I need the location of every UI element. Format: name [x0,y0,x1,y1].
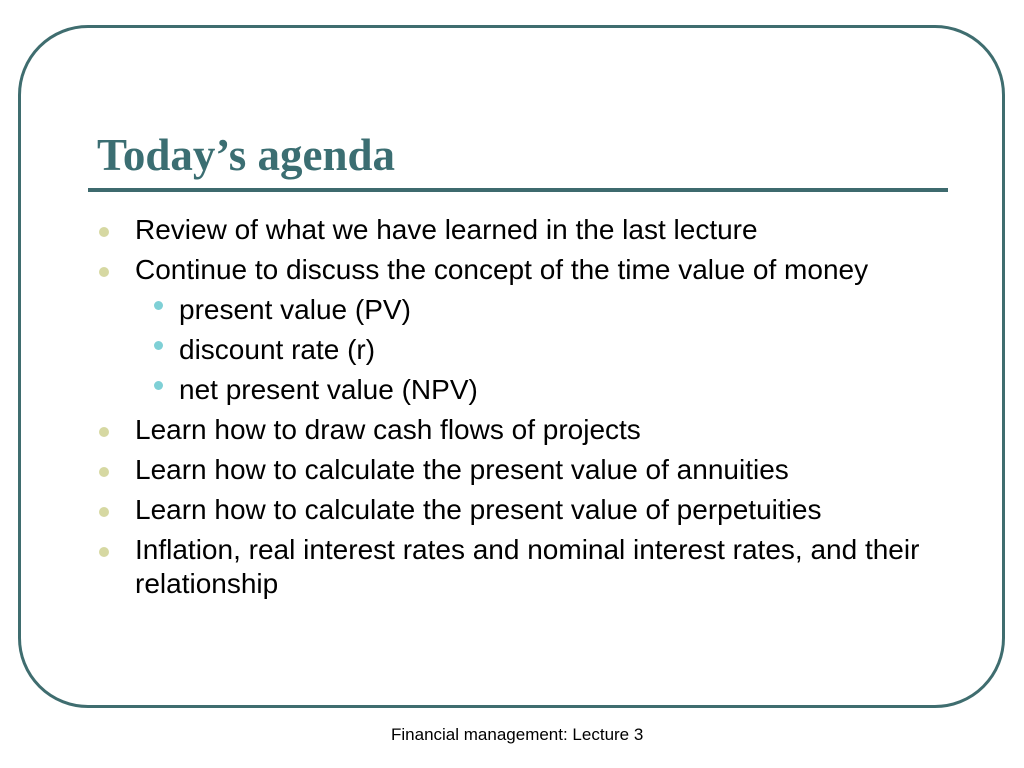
agenda-item-text: Learn how to calculate the present value of annuities [135,454,789,485]
agenda-subitem-discount-rate [0,333,1024,367]
agenda-item-text: Learn how to draw cash flows of projects [135,414,641,445]
bullet-icon [99,427,109,437]
bullet-icon [99,227,109,237]
agenda-subitem-text: present value (PV) [179,294,411,325]
agenda-list [0,213,1024,607]
title-divider [88,188,948,192]
sub-bullet-icon [154,301,163,310]
agenda-item-time-value [0,253,1024,287]
agenda-subitem-text: discount rate (r) [179,334,376,365]
sub-bullet-icon [154,381,163,390]
agenda-item-text: Review of what we have learned in the last lecture [135,214,758,245]
bullet-icon [99,267,109,277]
agenda-item-annuities [0,453,1024,487]
agenda-item-perpetuities [0,493,1024,527]
agenda-item-review [0,213,1024,247]
sub-bullet-icon [154,341,163,350]
agenda-item-text: Continue to discuss the concept of the time value of money [135,254,869,285]
agenda-item-text: Inflation, real interest rates and nominal interest rates, and their relationship [135,534,920,599]
agenda-item-text: Learn how to calculate the present value of perpetuities [135,494,822,525]
agenda-subitem-pv [0,293,1024,327]
agenda-subitem-text: net present value (NPV) [179,374,478,405]
slide-title: Today’s agenda [97,130,396,180]
slide-footer: Financial management: Lecture 3 [391,725,644,744]
bullet-icon [99,547,109,557]
bullet-icon [99,507,109,517]
agenda-item-inflation [0,533,1024,601]
agenda-subitem-npv [0,373,1024,407]
agenda-item-cash-flows [0,413,1024,447]
bullet-icon [99,467,109,477]
